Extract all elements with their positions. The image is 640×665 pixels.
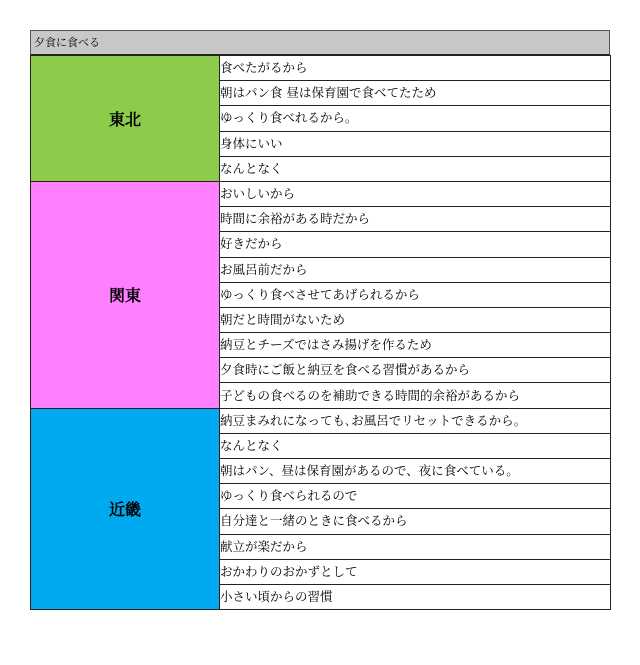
reason-cell: 時間に余裕がある時だから — [220, 207, 611, 232]
reason-cell: ゆっくり食べられるので — [220, 484, 611, 509]
table-row — [31, 408, 611, 433]
reason-cell: 身体にいい — [220, 131, 611, 156]
reason-cell: なんとなく — [220, 156, 611, 181]
reason-cell: 朝はパン食 昼は保育園で食べてたため — [220, 81, 611, 106]
reason-cell: なんとなく — [220, 433, 611, 458]
reason-cell: 納豆とチーズではさみ揚げを作るため — [220, 333, 611, 358]
reason-cell: おかわりのおかずとして — [220, 559, 611, 584]
reason-cell: 朝はパン、昼は保育園があるので、夜に食べている。 — [220, 459, 611, 484]
survey-sheet — [30, 30, 610, 610]
reason-cell: ゆっくり食べれるから。 — [220, 106, 611, 131]
table-title: 夕食に食べる — [30, 30, 610, 55]
reason-cell: 食べたがるから — [220, 56, 611, 81]
reason-cell: お風呂前だから — [220, 257, 611, 282]
reason-cell: おいしいから — [220, 181, 611, 206]
reason-cell: 好きだから — [220, 232, 611, 257]
reason-cell: ゆっくり食べさせてあげられるから — [220, 282, 611, 307]
reason-cell: 自分達と一緒のときに食べるから — [220, 509, 611, 534]
table-row — [31, 181, 611, 206]
reasons-table-body — [31, 56, 611, 610]
table-row — [31, 56, 611, 81]
reason-cell: 納豆まみれになっても､お風呂でリセットできるから。 — [220, 408, 611, 433]
reason-cell: 夕食時にご飯と納豆を食べる習慣があるから — [220, 358, 611, 383]
region-cell: 近畿 — [31, 408, 220, 610]
reason-cell: 献立が楽だから — [220, 534, 611, 559]
reason-cell: 朝だと時間がないため — [220, 307, 611, 332]
region-cell: 関東 — [31, 181, 220, 408]
reasons-table — [30, 55, 611, 610]
reason-cell: 小さい頃からの習慣 — [220, 584, 611, 609]
region-cell: 東北 — [31, 56, 220, 182]
reason-cell: 子どもの食べるのを補助できる時間的余裕があるから — [220, 383, 611, 408]
